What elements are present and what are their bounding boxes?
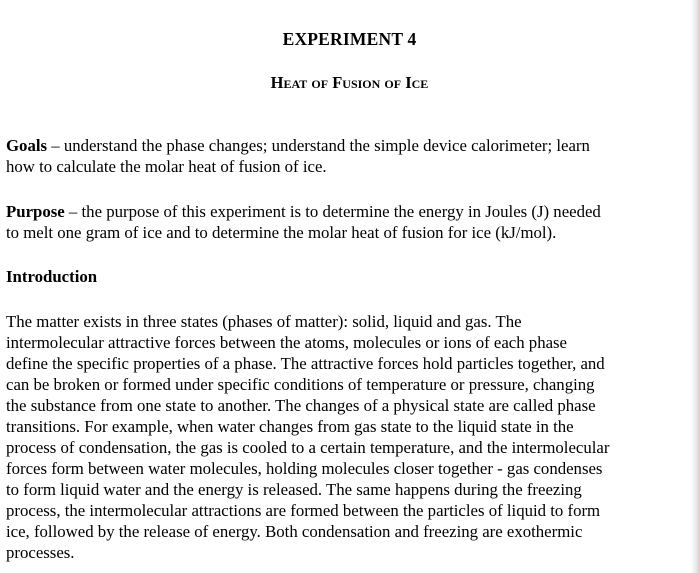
- purpose-text-1: – the purpose of this experiment is to determine the energy in Joules (J) needed: [64, 202, 601, 221]
- intro-line: to form liquid water and the energy is released. The same happens during the freezing: [6, 480, 582, 499]
- goals-line-1: [6, 135, 692, 156]
- purpose-paragraph: [6, 201, 692, 243]
- goals-text-1: – understand the phase changes; understand the simple device calorimeter; learn: [47, 136, 590, 155]
- purpose-label: Purpose: [6, 202, 65, 221]
- intro-line: can be broken or formed under specific conditions of temperature or pressure, changing: [6, 375, 595, 394]
- page-edge-shadow: [691, 0, 699, 573]
- page-subtitle: Heat of Fusion of Ice: [270, 73, 429, 92]
- intro-line: process, the intermolecular attractions are formed between the particles of liquid to form: [6, 501, 601, 520]
- purpose-line-2: to melt one gram of ice and to determine the molar heat of fusion for ice (kJ/mol).: [6, 223, 557, 242]
- introduction-paragraph: [6, 311, 694, 563]
- goals-label: Goals: [6, 136, 48, 155]
- intro-line: transitions. For example, when water changes from gas state to the liquid state in the: [6, 417, 574, 436]
- intro-line: intermolecular attractive forces between the atoms, molecules or ions of each phase: [6, 333, 568, 352]
- page-title: EXPERIMENT 4: [282, 29, 417, 49]
- intro-line: define the specific properties of a phase. The attractive forces hold particles together, and: [6, 354, 605, 373]
- intro-line: ice, followed by the release of energy. Both condensation and freezing are exothermic: [6, 522, 583, 541]
- intro-line: processes.: [6, 543, 75, 562]
- intro-line: The matter exists in three states (phases of matter): solid, liquid and gas. The: [6, 312, 522, 331]
- intro-line: forces form between water molecules, holding molecules closer together - gas condenses: [6, 459, 603, 478]
- goals-paragraph: [6, 135, 692, 177]
- intro-line: process of condensation, the gas is cooled to a certain temperature, and the intermolecular: [6, 438, 610, 457]
- intro-line: the substance from one state to another. The changes of a physical state are called phase: [6, 396, 596, 415]
- goals-line-2: how to calculate the molar heat of fusion of ice.: [6, 157, 327, 176]
- purpose-line-1: [6, 201, 692, 222]
- introduction-heading: Introduction: [6, 267, 98, 286]
